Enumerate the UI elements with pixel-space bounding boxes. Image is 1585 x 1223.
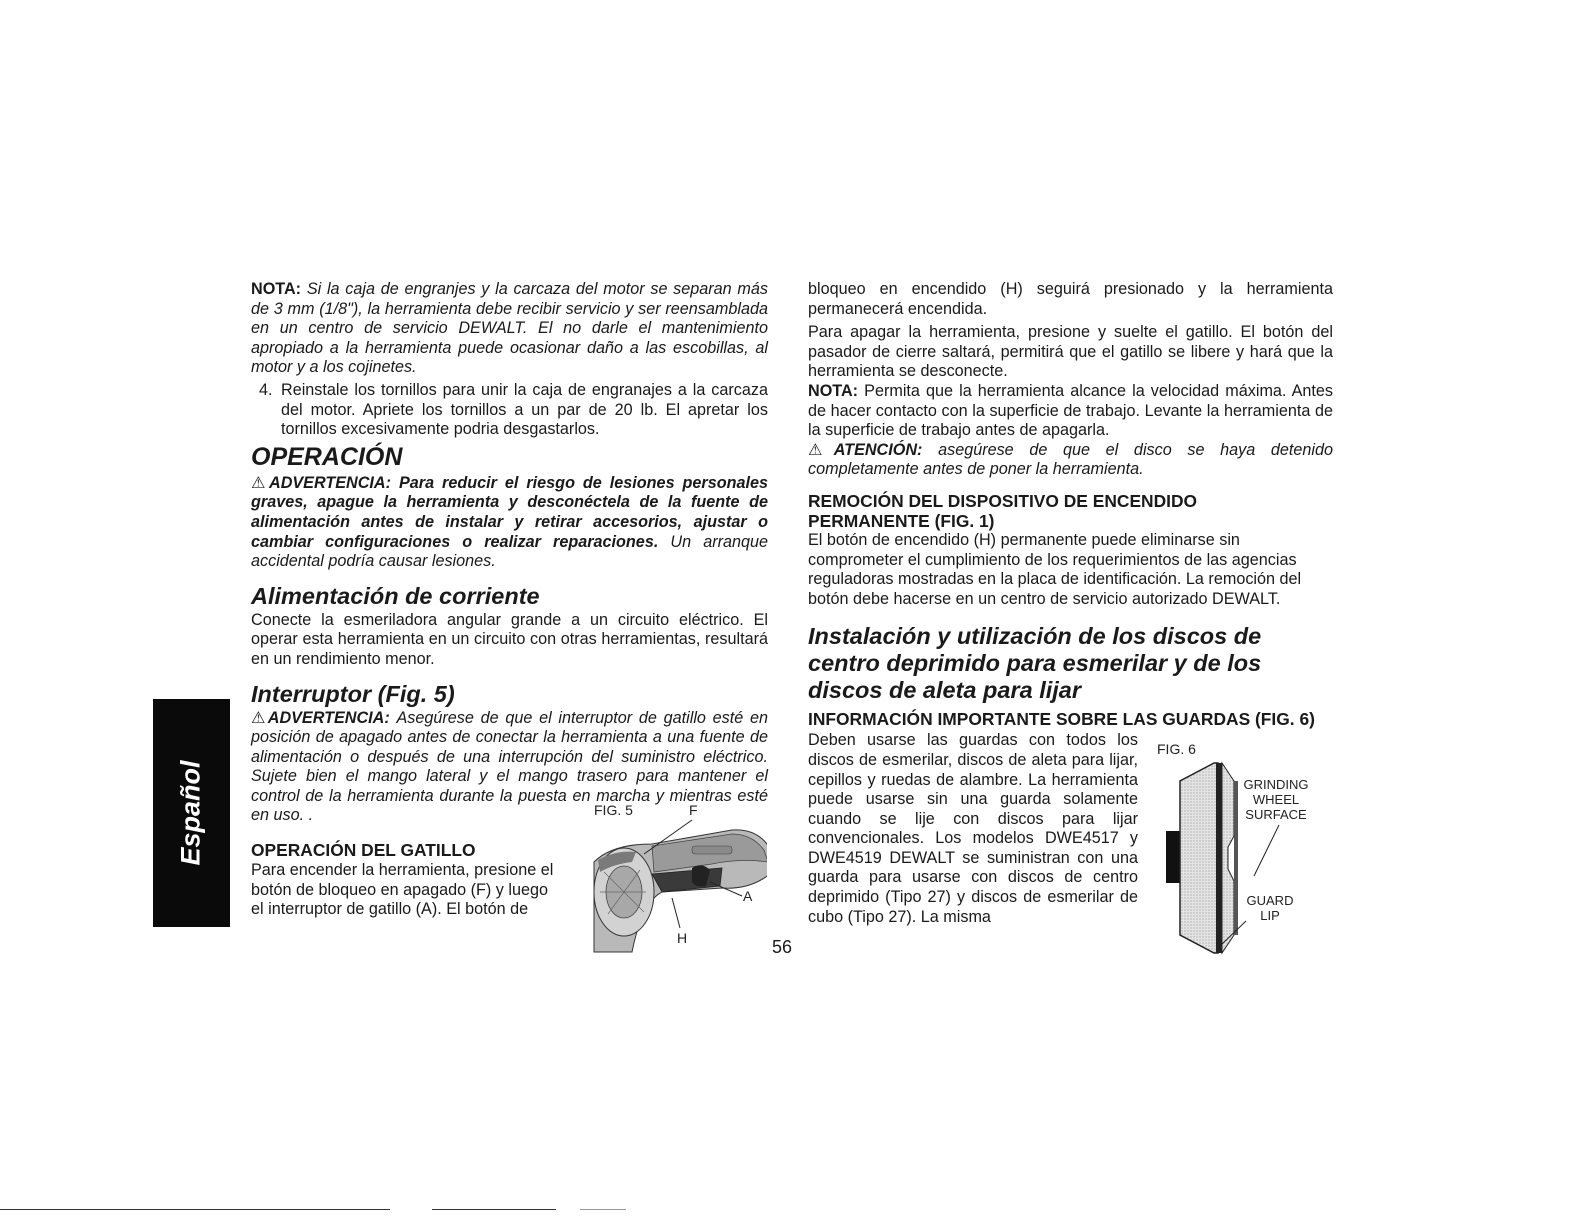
figure-6-title: FIG. 6 xyxy=(1157,741,1196,757)
bottom-rule-short xyxy=(580,1209,626,1210)
list-item-number: 4. xyxy=(259,380,273,399)
warning-text: Asegúrese de que el interruptor de gatillo esté en posición de apagado antes de conectar la herramienta a una fuente de alimentación o después de una interrupción del suministro eléctrico. Sujete bien el mango lateral y el mango trasero para mantener el control de la herramienta durante la puesta en marcha y mientras esté en uso. . xyxy=(251,708,768,825)
figure-6 xyxy=(1154,741,1319,956)
note-gearcase xyxy=(251,280,768,378)
figure-5 xyxy=(592,802,767,954)
note-text: Permita que la herramienta alcance la velocidad máxima. Antes de hacer contacto con la superficie de trabajo. Levante la herramienta de la superficie de trabajo antes de apagarla. xyxy=(808,381,1334,440)
section-heading-interruptor: Interruptor (Fig. 5) xyxy=(251,680,455,707)
bottom-rule-left xyxy=(0,1209,390,1210)
warning-icon: ⚠ xyxy=(808,440,834,459)
continuation-paragraph: bloqueo en encendido (H) seguirá presionado y la herramienta permanecerá encendida. xyxy=(808,280,1333,318)
warning-icon: ⚠ xyxy=(251,708,268,727)
warning-bold-text: ADVERTENCIA: Para reducir el riesgo de lesiones personales graves, apague la herramienta y desconéctela de la fuente de alimentación antes de instalar y retirar accesorios, ajustar o cambiar configuraciones o realizar reparaciones. xyxy=(251,473,769,551)
gatillo-paragraph: Para encender la herramienta, presione el botón de bloqueo en apagado (F) y luego el interruptor de gatillo (A). El botón de xyxy=(251,861,554,919)
caution-disc xyxy=(808,441,1333,480)
grinder-illustration xyxy=(592,802,767,954)
list-item-4 xyxy=(251,381,768,440)
note-speed xyxy=(808,382,1333,441)
figure-5-label-h: H xyxy=(677,930,688,946)
callout-line: LIP xyxy=(1260,908,1280,923)
section-heading-instalacion: Instalación y utilización de los discos de centro deprimido para esmerilar y de los discos de aleta para lijar xyxy=(808,623,1262,704)
caution-bold-text: ATENCIÓN: xyxy=(833,440,923,459)
callout-line: GUARD xyxy=(1246,893,1294,908)
section-heading-operacion: OPERACIÓN xyxy=(251,442,403,471)
callout-line: SURFACE xyxy=(1245,807,1307,822)
list-item-text: Reinstale los tornillos para unir la caja de engranajes a la carcaza del motor. Apriete los tornillos a un par de 20 lb. El apretar los tornillos excesivamente podria desgastarlos. xyxy=(281,380,768,439)
language-tab-label: Español xyxy=(175,760,206,866)
note-label: NOTA: xyxy=(251,280,302,298)
alimentacion-paragraph: Conecte la esmeriladora angular grande a un circuito eléctrico. El operar esta herramienta en un circuito con otras herramientas, resultará en un rendimiento menor. xyxy=(251,610,768,668)
subheading-remocion: REMOCIÓN DEL DISPOSITIVO DE ENCENDIDO PERMANENTE (FIG. 1) xyxy=(808,490,1198,531)
warning-bold-text: ADVERTENCIA: xyxy=(267,708,390,727)
apagar-paragraph: Para apagar la herramienta, presione y suelte el gatillo. El botón del pasador de cierre saltará, permitirá que el gatillo se libere y hará que la herramienta se desconecte. xyxy=(808,323,1333,381)
subheading-gatillo: OPERACIÓN DEL GATILLO xyxy=(251,840,476,861)
language-side-tab xyxy=(153,699,230,927)
note-text: Si la caja de engranjes y la carcaza del motor se separan más de 3 mm (1/8"), la herramienta debe recibir servicio y ser reensamblada en un centro de servicio DEWALT. El no darle el mantenimiento apropiado a la herramienta puede ocasionar daño a las escobillas, al motor y a los cojinetes. xyxy=(251,280,768,377)
section-heading-alimentacion: Alimentación de corriente xyxy=(251,582,540,609)
callout-line: GRINDING xyxy=(1243,777,1309,792)
figure-5-label-a: A xyxy=(743,888,753,904)
figure-5-label-f: F xyxy=(689,802,698,818)
guard-cross-section xyxy=(1154,741,1319,956)
guardas-paragraph: Deben usarse las guardas con todos los discos de esmerilar, discos de aleta para lijar, cepillos y ruedas de alambre. La herramienta puede usarse sin una guarda solamente cuando se lije con discos para lijar convencionales. Los modelos DWE4517 y DWE4519 DEWALT se suministran con una guarda para usarse con discos de centro deprimido (Tipo 27) y discos de esmerilar de cubo (Tipo 27). La misma xyxy=(808,731,1138,926)
warning-icon: ⚠ xyxy=(251,473,269,492)
subheading-guardas: INFORMACIÓN IMPORTANTE SOBRE LAS GUARDAS (FIG. 6) xyxy=(808,709,1315,730)
warning-text: Un arranque accidental podría causar lesiones. xyxy=(251,532,768,571)
callout-line: WHEEL xyxy=(1252,792,1300,807)
caution-text: asegúrese de que el disco se haya detenido completamente antes de poner la herramienta. xyxy=(808,440,1334,479)
page-number: 56 xyxy=(772,937,793,957)
note-label: NOTA: xyxy=(808,381,859,400)
bottom-rule-mid xyxy=(432,1209,556,1210)
remocion-paragraph: El botón de encendido (H) permanente puede eliminarse sin comprometer el cumplimiento de los requerimientos de las agencias reguladoras mostradas en la placa de identificación. La remoción del botón debe hacerse en un centro de servicio autorizado DEWALT. xyxy=(808,530,1302,608)
warning-accessories xyxy=(251,474,768,572)
figure-5-title: FIG. 5 xyxy=(594,802,633,818)
